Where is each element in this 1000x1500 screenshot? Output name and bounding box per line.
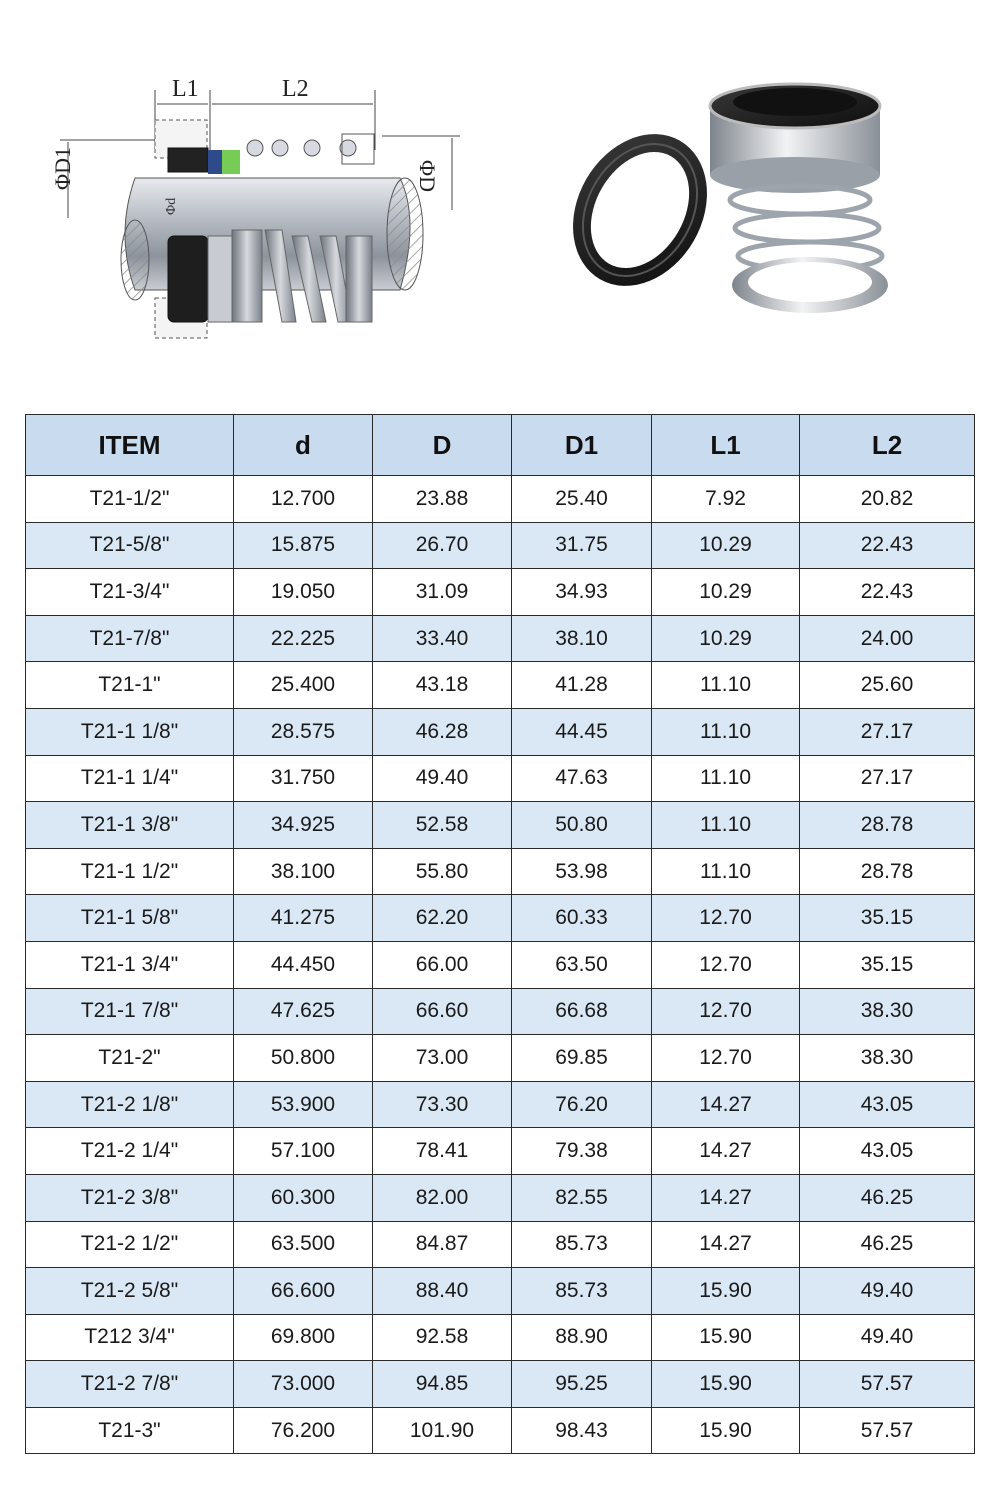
phi-small-d-label: Φd [164, 197, 179, 215]
cell-l1: 10.29 [652, 569, 800, 616]
cell-d1: 34.93 [512, 569, 652, 616]
cell-D: 94.85 [373, 1361, 512, 1408]
cell-D: 23.88 [373, 476, 512, 523]
cell-l2: 24.00 [800, 615, 975, 662]
cell-l2: 46.25 [800, 1174, 975, 1221]
cell-item: T21-1 3/4" [26, 941, 234, 988]
cell-l1: 12.70 [652, 1035, 800, 1082]
table-row [26, 1081, 975, 1128]
cell-D: 88.40 [373, 1268, 512, 1315]
cell-item: T21-5/8" [26, 522, 234, 569]
table-row [26, 941, 975, 988]
cell-d: 44.450 [234, 941, 373, 988]
table-row [26, 988, 975, 1035]
cell-d1: 66.68 [512, 988, 652, 1035]
cell-d: 31.750 [234, 755, 373, 802]
table-row [26, 569, 975, 616]
cell-D: 55.80 [373, 848, 512, 895]
cell-d: 19.050 [234, 569, 373, 616]
cell-l1: 10.29 [652, 522, 800, 569]
cell-d: 12.700 [234, 476, 373, 523]
cell-l2: 25.60 [800, 662, 975, 709]
cell-d1: 31.75 [512, 522, 652, 569]
seal-dimension-table [25, 414, 975, 1454]
cell-D: 52.58 [373, 802, 512, 849]
cell-d1: 60.33 [512, 895, 652, 942]
cell-l1: 11.10 [652, 802, 800, 849]
cell-d1: 63.50 [512, 941, 652, 988]
phi-d-label: ΦD [415, 160, 440, 192]
cell-l2: 57.57 [800, 1407, 975, 1454]
cell-item: T21-1 5/8" [26, 895, 234, 942]
l1-dimension-label: L1 [172, 76, 199, 102]
cell-D: 46.28 [373, 708, 512, 755]
table-row [26, 708, 975, 755]
cell-D: 101.90 [373, 1407, 512, 1454]
cell-l2: 20.82 [800, 476, 975, 523]
cell-d: 53.900 [234, 1081, 373, 1128]
cell-item: T21-2 1/2" [26, 1221, 234, 1268]
table-row [26, 1128, 975, 1175]
cell-l2: 57.57 [800, 1361, 975, 1408]
cell-l1: 11.10 [652, 848, 800, 895]
table-row [26, 662, 975, 709]
cell-d1: 38.10 [512, 615, 652, 662]
cell-d: 25.400 [234, 662, 373, 709]
cell-d1: 50.80 [512, 802, 652, 849]
cell-l2: 27.17 [800, 755, 975, 802]
cell-l2: 38.30 [800, 988, 975, 1035]
cell-d: 47.625 [234, 988, 373, 1035]
cell-d: 69.800 [234, 1314, 373, 1361]
cell-D: 49.40 [373, 755, 512, 802]
cell-d: 63.500 [234, 1221, 373, 1268]
cell-item: T21-3/4" [26, 569, 234, 616]
cell-item: T21-1" [26, 662, 234, 709]
table-row [26, 1221, 975, 1268]
cell-d: 38.100 [234, 848, 373, 895]
cell-l1: 14.27 [652, 1221, 800, 1268]
cell-l2: 43.05 [800, 1081, 975, 1128]
cell-l1: 15.90 [652, 1314, 800, 1361]
cell-D: 43.18 [373, 662, 512, 709]
table-row [26, 755, 975, 802]
table-body [26, 476, 975, 1454]
cell-d: 60.300 [234, 1174, 373, 1221]
cell-d: 73.000 [234, 1361, 373, 1408]
cell-d1: 69.85 [512, 1035, 652, 1082]
cell-l1: 11.10 [652, 755, 800, 802]
column-header-item: ITEM [26, 415, 234, 476]
cell-D: 73.00 [373, 1035, 512, 1082]
cell-d1: 44.45 [512, 708, 652, 755]
cell-d1: 88.90 [512, 1314, 652, 1361]
cell-item: T21-1 7/8" [26, 988, 234, 1035]
cell-l1: 10.29 [652, 615, 800, 662]
cell-D: 66.00 [373, 941, 512, 988]
table-row [26, 476, 975, 523]
cell-d1: 85.73 [512, 1268, 652, 1315]
cell-item: T21-2 1/4" [26, 1128, 234, 1175]
cell-d1: 82.55 [512, 1174, 652, 1221]
table-row [26, 1407, 975, 1454]
cell-l1: 15.90 [652, 1407, 800, 1454]
cell-d: 15.875 [234, 522, 373, 569]
cell-l1: 11.10 [652, 708, 800, 755]
cell-l1: 11.10 [652, 662, 800, 709]
column-header-d: d [234, 415, 373, 476]
cell-d1: 79.38 [512, 1128, 652, 1175]
table-row [26, 1035, 975, 1082]
cell-l2: 28.78 [800, 802, 975, 849]
cell-D: 26.70 [373, 522, 512, 569]
cell-l1: 7.92 [652, 476, 800, 523]
cell-item: T21-1 1/2" [26, 848, 234, 895]
cell-l2: 49.40 [800, 1314, 975, 1361]
cell-D: 62.20 [373, 895, 512, 942]
cell-d1: 25.40 [512, 476, 652, 523]
cell-d1: 95.25 [512, 1361, 652, 1408]
cell-item: T21-1/2" [26, 476, 234, 523]
table-row [26, 1268, 975, 1315]
cell-d: 34.925 [234, 802, 373, 849]
cell-d1: 53.98 [512, 848, 652, 895]
table-row [26, 522, 975, 569]
cell-D: 78.41 [373, 1128, 512, 1175]
cell-l2: 28.78 [800, 848, 975, 895]
cell-d: 76.200 [234, 1407, 373, 1454]
cell-item: T212 3/4" [26, 1314, 234, 1361]
seal-cross-section-diagram [20, 60, 480, 360]
cell-l2: 49.40 [800, 1268, 975, 1315]
cell-d: 57.100 [234, 1128, 373, 1175]
cell-d1: 76.20 [512, 1081, 652, 1128]
cell-l1: 14.27 [652, 1128, 800, 1175]
column-header-D: D [373, 415, 512, 476]
table-row [26, 895, 975, 942]
cell-d: 41.275 [234, 895, 373, 942]
cell-D: 84.87 [373, 1221, 512, 1268]
cell-item: T21-3" [26, 1407, 234, 1454]
cell-item: T21-7/8" [26, 615, 234, 662]
cell-d1: 47.63 [512, 755, 652, 802]
cell-item: T21-1 1/8" [26, 708, 234, 755]
cell-l2: 43.05 [800, 1128, 975, 1175]
cell-l2: 35.15 [800, 895, 975, 942]
cell-l1: 14.27 [652, 1081, 800, 1128]
cell-d1: 85.73 [512, 1221, 652, 1268]
cell-d: 22.225 [234, 615, 373, 662]
column-header-l2: L2 [800, 415, 975, 476]
cell-l2: 35.15 [800, 941, 975, 988]
table-row [26, 1361, 975, 1408]
column-header-l1: L1 [652, 415, 800, 476]
cell-D: 31.09 [373, 569, 512, 616]
cell-item: T21-1 1/4" [26, 755, 234, 802]
cell-d1: 41.28 [512, 662, 652, 709]
cell-l1: 14.27 [652, 1174, 800, 1221]
cell-D: 92.58 [373, 1314, 512, 1361]
mechanical-seal-product-photo [545, 60, 945, 330]
table-row [26, 848, 975, 895]
table-row [26, 615, 975, 662]
cell-D: 73.30 [373, 1081, 512, 1128]
cell-d1: 98.43 [512, 1407, 652, 1454]
cell-d: 28.575 [234, 708, 373, 755]
cell-l1: 12.70 [652, 941, 800, 988]
l2-dimension-label: L2 [282, 76, 309, 102]
cell-D: 82.00 [373, 1174, 512, 1221]
cell-item: T21-2 5/8" [26, 1268, 234, 1315]
cell-l1: 15.90 [652, 1361, 800, 1408]
cell-item: T21-2 7/8" [26, 1361, 234, 1408]
cell-l2: 27.17 [800, 708, 975, 755]
cell-l2: 38.30 [800, 1035, 975, 1082]
cell-l1: 12.70 [652, 988, 800, 1035]
cell-l2: 46.25 [800, 1221, 975, 1268]
cell-d: 66.600 [234, 1268, 373, 1315]
table-row [26, 1314, 975, 1361]
cell-l2: 22.43 [800, 569, 975, 616]
table-row [26, 802, 975, 849]
cell-l1: 15.90 [652, 1268, 800, 1315]
cell-D: 33.40 [373, 615, 512, 662]
cell-l2: 22.43 [800, 522, 975, 569]
cell-l1: 12.70 [652, 895, 800, 942]
cell-item: T21-2" [26, 1035, 234, 1082]
table-header-row [26, 415, 975, 476]
table-row [26, 1174, 975, 1221]
cell-item: T21-2 3/8" [26, 1174, 234, 1221]
cell-item: T21-1 3/8" [26, 802, 234, 849]
cell-D: 66.60 [373, 988, 512, 1035]
phi-d1-label: ΦD1 [50, 147, 75, 190]
column-header-d1: D1 [512, 415, 652, 476]
cell-item: T21-2 1/8" [26, 1081, 234, 1128]
cell-d: 50.800 [234, 1035, 373, 1082]
